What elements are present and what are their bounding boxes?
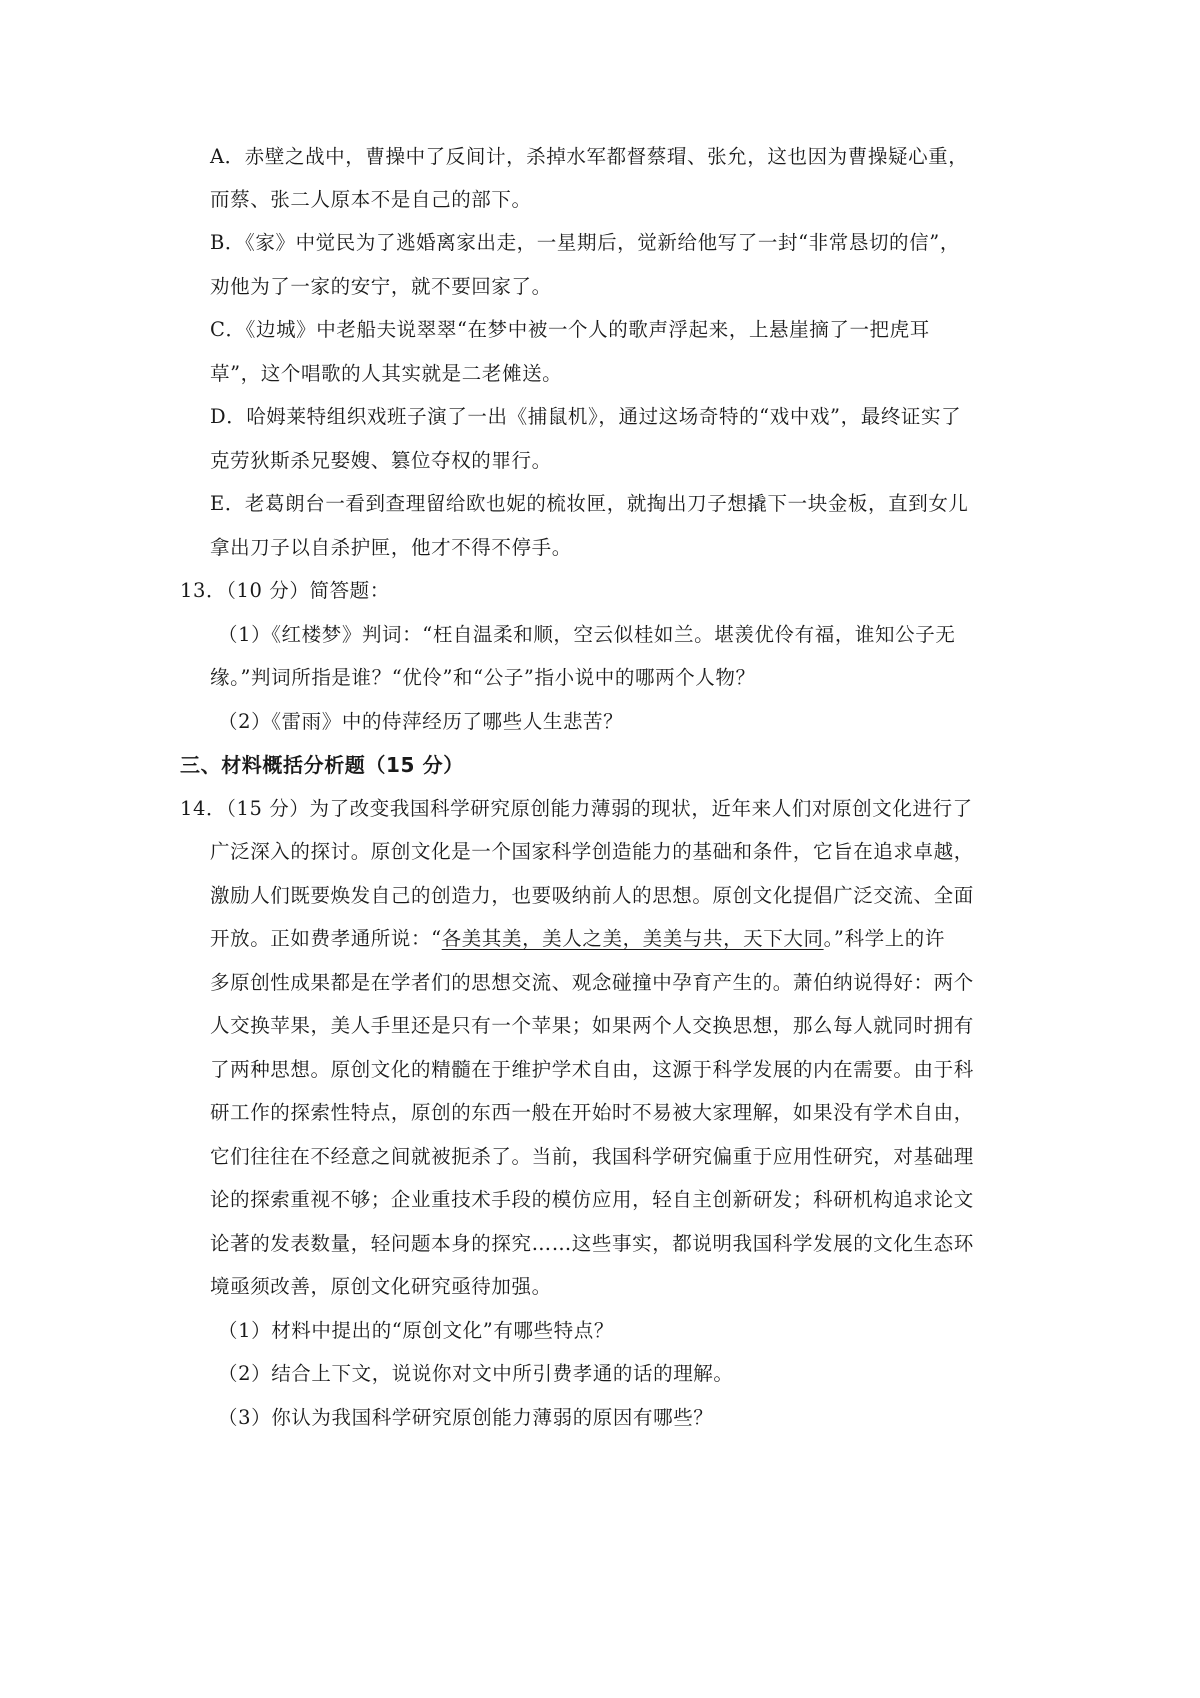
question-13-sub1-line1: （1）《红楼梦》判词：“枉自温柔和顺，空云似桂如兰。堪羡优伶有福，谁知公子无	[218, 623, 956, 646]
question-14-line8: 研工作的探索性特点，原创的东西一般在开始时不易被大家理解，如果没有学术自由，	[210, 1101, 974, 1124]
question-14-line12: 境亟须改善，原创文化研究亟待加强。	[210, 1275, 552, 1298]
option-c-line1: C．《边城》中老船夫说翠翠“在梦中被一个人的歌声浮起来，上悬崖摘了一把虎耳	[210, 318, 930, 341]
question-14-sub1: （1）材料中提出的“原创文化”有哪些特点？	[218, 1319, 614, 1342]
question-14-line2: 广泛深入的探讨。原创文化是一个国家科学创造能力的基础和条件，它旨在追求卓越，	[210, 840, 974, 863]
question-14-sub3: （3）你认为我国科学研究原创能力薄弱的原因有哪些？	[218, 1406, 714, 1429]
fei-xiaotong-quote: 各美其美，美人之美，美美与共，天下大同	[441, 927, 824, 950]
question-14-line4	[210, 925, 945, 953]
option-c-line2: 草”，这个唱歌的人其实就是二老傩送。	[210, 362, 563, 385]
question-14-line9: 它们往往在不经意之间就被扼杀了。当前，我国科学研究偏重于应用性研究，对基础理	[210, 1145, 974, 1168]
option-e-line2: 拿出刀子以自杀护匣，他才不得不停手。	[210, 536, 572, 559]
question-14-line10: 论的探索重视不够；企业重技术手段的模仿应用，轻自主创新研发；科研机构追求论文	[210, 1188, 974, 1211]
question-14-line5: 多原创性成果都是在学者们的思想交流、观念碰撞中孕育产生的。萧伯纳说得好：两个	[210, 971, 974, 994]
question-14-line6: 人交换苹果，美人手里还是只有一个苹果；如果两个人交换思想，那么每人就同时拥有	[210, 1014, 974, 1037]
section-3-heading: 三、材料概括分析题（15 分）	[180, 753, 464, 777]
option-a-line2: 而蔡、张二人原本不是自己的部下。	[210, 188, 532, 211]
question-14-line11: 论著的发表数量，轻问题本身的探究……这些事实，都说明我国科学发展的文化生态环	[210, 1232, 974, 1255]
question-14-line3: 激励人们既要焕发自己的创造力，也要吸纳前人的思想。原创文化提倡广泛交流、全面	[210, 884, 974, 907]
question-14-line1: 14．（15 分）为了改变我国科学研究原创能力薄弱的现状，近年来人们对原创文化进行了	[180, 797, 973, 820]
question-13-title: 13．（10 分）简答题：	[180, 579, 390, 602]
question-13-sub2: （2）《雷雨》中的侍萍经历了哪些人生悲苦？	[218, 710, 624, 733]
option-e-line1: E．老葛朗台一看到查理留给欧也妮的梳妆匣，就掏出刀子想撬下一块金板，直到女儿	[210, 492, 969, 515]
option-a-line1: A．赤壁之战中，曹操中了反间计，杀掉水军都督蔡瑁、张允，这也因为曹操疑心重，	[210, 145, 969, 168]
question-14-line4-post: 。”科学上的许	[823, 927, 945, 950]
option-b-line1: B．《家》中觉民为了逃婚离家出走，一星期后，觉新给他写了一封“非常恳切的信”，	[210, 231, 960, 254]
question-13-sub1-line2: 缘。”判词所指是谁？“优伶”和“公子”指小说中的哪两个人物？	[210, 666, 756, 689]
option-b-line2: 劝他为了一家的安宁，就不要回家了。	[210, 275, 552, 298]
option-d-line2: 克劳狄斯杀兄娶嫂、篡位夺权的罪行。	[210, 449, 552, 472]
question-14-line7: 了两种思想。原创文化的精髓在于维护学术自由，这源于科学发展的内在需要。由于科	[210, 1058, 974, 1081]
question-14-sub2: （2）结合上下文，说说你对文中所引费孝通的话的理解。	[218, 1362, 734, 1385]
question-14-line4-pre: 开放。正如费孝通所说：“	[210, 927, 442, 950]
option-d-line1: D．哈姆莱特组织戏班子演了一出《捕鼠机》，通过这场奇特的“戏中戏”，最终证实了	[210, 405, 962, 428]
